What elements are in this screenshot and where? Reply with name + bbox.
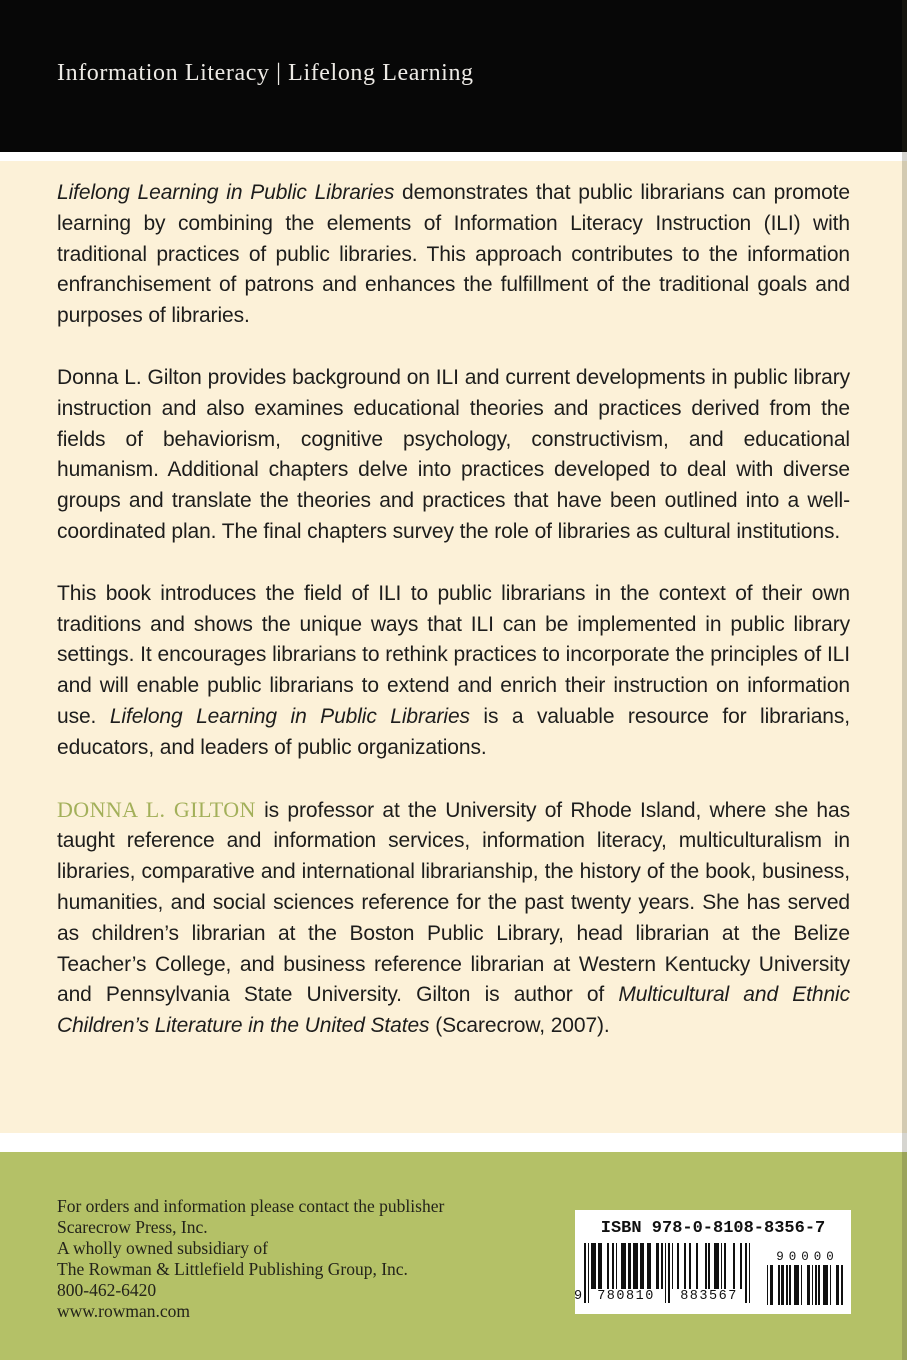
ean5-addon-bars — [765, 1265, 845, 1305]
text-run: This book introduces the field of ILI to public librarians in the context of their own traditions and shows the unique ways that ILI can be implemented in public library settings. It encourages librarians to rethink practices to incorporate the principles of ILI and will enable public librarians to extend and enrich their instruction on information use. — [57, 581, 850, 728]
book-title-italic: Multicultural and Ethnic Children’s Literature in the United States — [57, 983, 850, 1038]
back-cover-paragraph-2 — [57, 363, 850, 548]
back-cover-paragraph-3 — [57, 579, 850, 764]
text-run: demonstrates that public librarians can promote learning by combining the elements of Information Literacy Instruction (ILI) with traditional practices of public libraries. This approach contributes to the information enfranchisement of patrons and enhances the fulfillment of the traditional goals and purposes of libraries. — [57, 181, 850, 328]
text-run: is a valuable resource for librarians, educators, and leaders of public organizations. — [57, 704, 850, 759]
author-name-text: DONNA L. GILTON — [57, 796, 256, 822]
publisher-contact-block — [57, 1196, 444, 1322]
book-title-italic: Lifelong Learning in Public Libraries — [109, 704, 470, 728]
ean5-addon-barcode — [765, 1250, 845, 1305]
publisher-footer — [0, 1152, 907, 1360]
text-run: (Scarecrow, 2007). — [429, 1014, 610, 1038]
contact-line: 800-462-6420 — [57, 1280, 157, 1300]
author-bio-paragraph — [57, 795, 850, 1042]
back-cover-paragraph-1 — [57, 178, 850, 332]
isbn-number: ISBN 978-0-8108-8356-7 — [600, 1219, 826, 1238]
contact-line: The Rowman & Littlefield Publishing Group, Inc. — [57, 1259, 408, 1279]
contact-line: A wholly owned subsidiary of — [57, 1238, 268, 1258]
text-run: is professor at the University of Rhode Island, where she has taught reference and information services, information literacy, multiculturalism in libraries, comparative and international librarianship, the history of the book, business, humanities, and social sciences reference for the past twenty years. She has served as children’s librarian at the Boston Public Library, head librarian at the Belize Teacher’s College, and business reference librarian at Western Kentucky University and Pennsylvania State University. Gilton is author of — [57, 798, 850, 1007]
book-title-italic: Lifelong Learning in Public Libraries — [57, 181, 395, 204]
header-band — [0, 0, 907, 152]
ean13-right-digits: 883567 — [674, 1289, 744, 1305]
category-label: Information Literacy | Lifelong Learning — [57, 60, 474, 86]
ean13-left-digits: 780810 — [591, 1289, 661, 1305]
text-run: Donna L. Gilton provides background on ILI and current developments in public library instruction and also examines educational theories and practices derived from the fields of behaviorism, cognitive psychology, constructivism, and educational humanism. Additional chapters delve into practices developed to deal with diverse groups and translate the theories and practices that have been outlined into a well-coordinated plan. The final chapters survey the role of libraries as cultural institutions. — [57, 365, 850, 543]
contact-line: Scarecrow Press, Inc. — [57, 1217, 208, 1237]
contact-line: For orders and information please contact the publisher — [57, 1196, 445, 1216]
ean13-prefix-digit: 9 — [573, 1289, 583, 1304]
ean13-barcode — [573, 1243, 752, 1305]
ean5-addon-digits: 90000 — [776, 1250, 839, 1264]
contact-line: www.rowman.com — [57, 1301, 191, 1321]
isbn-barcode — [575, 1210, 851, 1314]
back-cover-blurb — [0, 161, 907, 1133]
